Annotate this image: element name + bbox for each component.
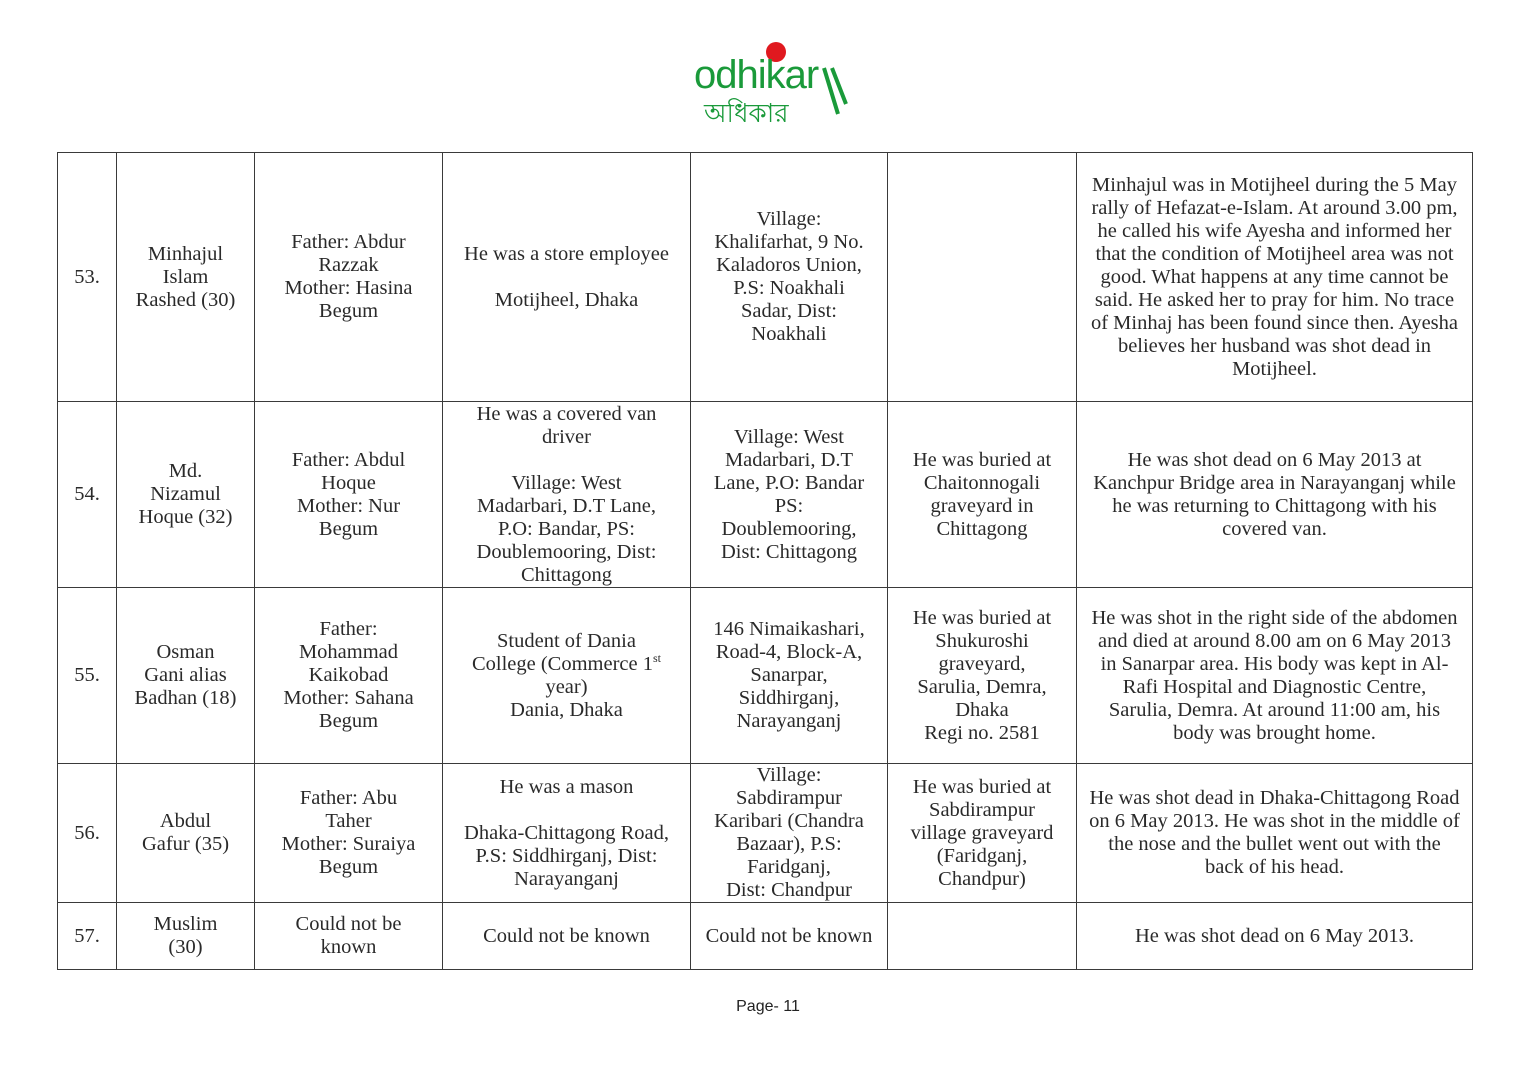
victims-table [57,152,1473,970]
table-row [58,588,1473,764]
burial-info: He was buried at Sabdirampur village graveyard (Faridganj, Chandpur) [888,764,1077,903]
victim-address: 146 Nimaikashari, Road-4, Block-A, Sanarpar, Siddhirganj, Narayanganj [691,588,888,764]
incident-details: He was shot dead on 6 May 2013. [1077,903,1473,970]
victim-parents: Father: Mohammad Kaikobad Mother: Sahana Begum [255,588,443,764]
victim-occupation: He was a store employee Motijheel, Dhaka [443,153,691,402]
burial-info [888,153,1077,402]
victim-parents: Could not be known [255,903,443,970]
burial-info [888,903,1077,970]
victim-address: Could not be known [691,903,888,970]
victim-address: Village: Sabdirampur Karibari (Chandra Bazaar), P.S: Faridganj, Dist: Chandpur [691,764,888,903]
victim-address: Village: West Madarbari, D.T Lane, P.O: Bandar PS: Doublemooring, Dist: Chittagong [691,402,888,588]
victim-address: Village: Khalifarhat, 9 No. Kaladoros Union, P.S: Noakhali Sadar, Dist: Noakhali [691,153,888,402]
victim-occupation: Student of Dania College (Commerce 1st year) Dania, Dhaka [443,588,691,764]
svg-text:অধিকার: অধিকার [704,99,789,129]
victim-name: Abdul Gafur (35) [117,764,255,903]
svg-text:odhikar: odhikar [694,53,819,97]
victim-name: Md. Nizamul Hoque (32) [117,402,255,588]
victim-occupation: He was a mason Dhaka-Chittagong Road, P.S: Siddhirganj, Dist: Narayanganj [443,764,691,903]
victim-parents: Father: Abu Taher Mother: Suraiya Begum [255,764,443,903]
table-row [58,153,1473,402]
victim-parents: Father: Abdul Hoque Mother: Nur Begum [255,402,443,588]
ordinal-suffix: st [653,650,662,665]
table-row [58,402,1473,588]
serial-number: 57. [58,903,117,970]
serial-number: 53. [58,153,117,402]
victim-parents: Father: Abdur Razzak Mother: Hasina Begum [255,153,443,402]
victim-occupation: Could not be known [443,903,691,970]
odhikar-logo [690,38,850,130]
burial-info: He was buried at Chaitonnogali graveyard in Chittagong [888,402,1077,588]
table-row [58,903,1473,970]
burial-info: He was buried at Shukuroshi graveyard, Sarulia, Demra, Dhaka Regi no. 2581 [888,588,1077,764]
victim-name: Osman Gani alias Badhan (18) [117,588,255,764]
serial-number: 54. [58,402,117,588]
victim-name: Muslim (30) [117,903,255,970]
page-number: Page- 11 [736,998,800,1015]
serial-number: 55. [58,588,117,764]
serial-number: 56. [58,764,117,903]
incident-details: He was shot dead in Dhaka-Chittagong Road on 6 May 2013. He was shot in the middle of the nose and the bullet went out with the back of his head. [1077,764,1473,903]
table-row [58,764,1473,903]
incident-details: He was shot dead on 6 May 2013 at Kanchpur Bridge area in Narayanganj while he was returning to Chittagong with his covered van. [1077,402,1473,588]
incident-details: He was shot in the right side of the abdomen and died at around 8.00 am on 6 May 2013 in Sanarpar area. His body was kept in Al-Rafi Hospital and Diagnostic Centre, Sarulia, Demra. At around 11:00 am, his body was brought home. [1077,588,1473,764]
victim-name: Minhajul Islam Rashed (30) [117,153,255,402]
incident-details: Minhajul was in Motijheel during the 5 May rally of Hefazat-e-Islam. At around 3.00 pm, he called his wife Ayesha and informed her that the condition of Motijheel area was not good. What happens at any time cannot be said. He asked her to pray for him. No trace of Minhaj has been found since then. Ayesha believes her husband was shot dead in Motijheel. [1077,153,1473,402]
victim-occupation: He was a covered van driver Village: West Madarbari, D.T Lane, P.O: Bandar, PS: Doublemooring, Dist: Chittagong [443,402,691,588]
